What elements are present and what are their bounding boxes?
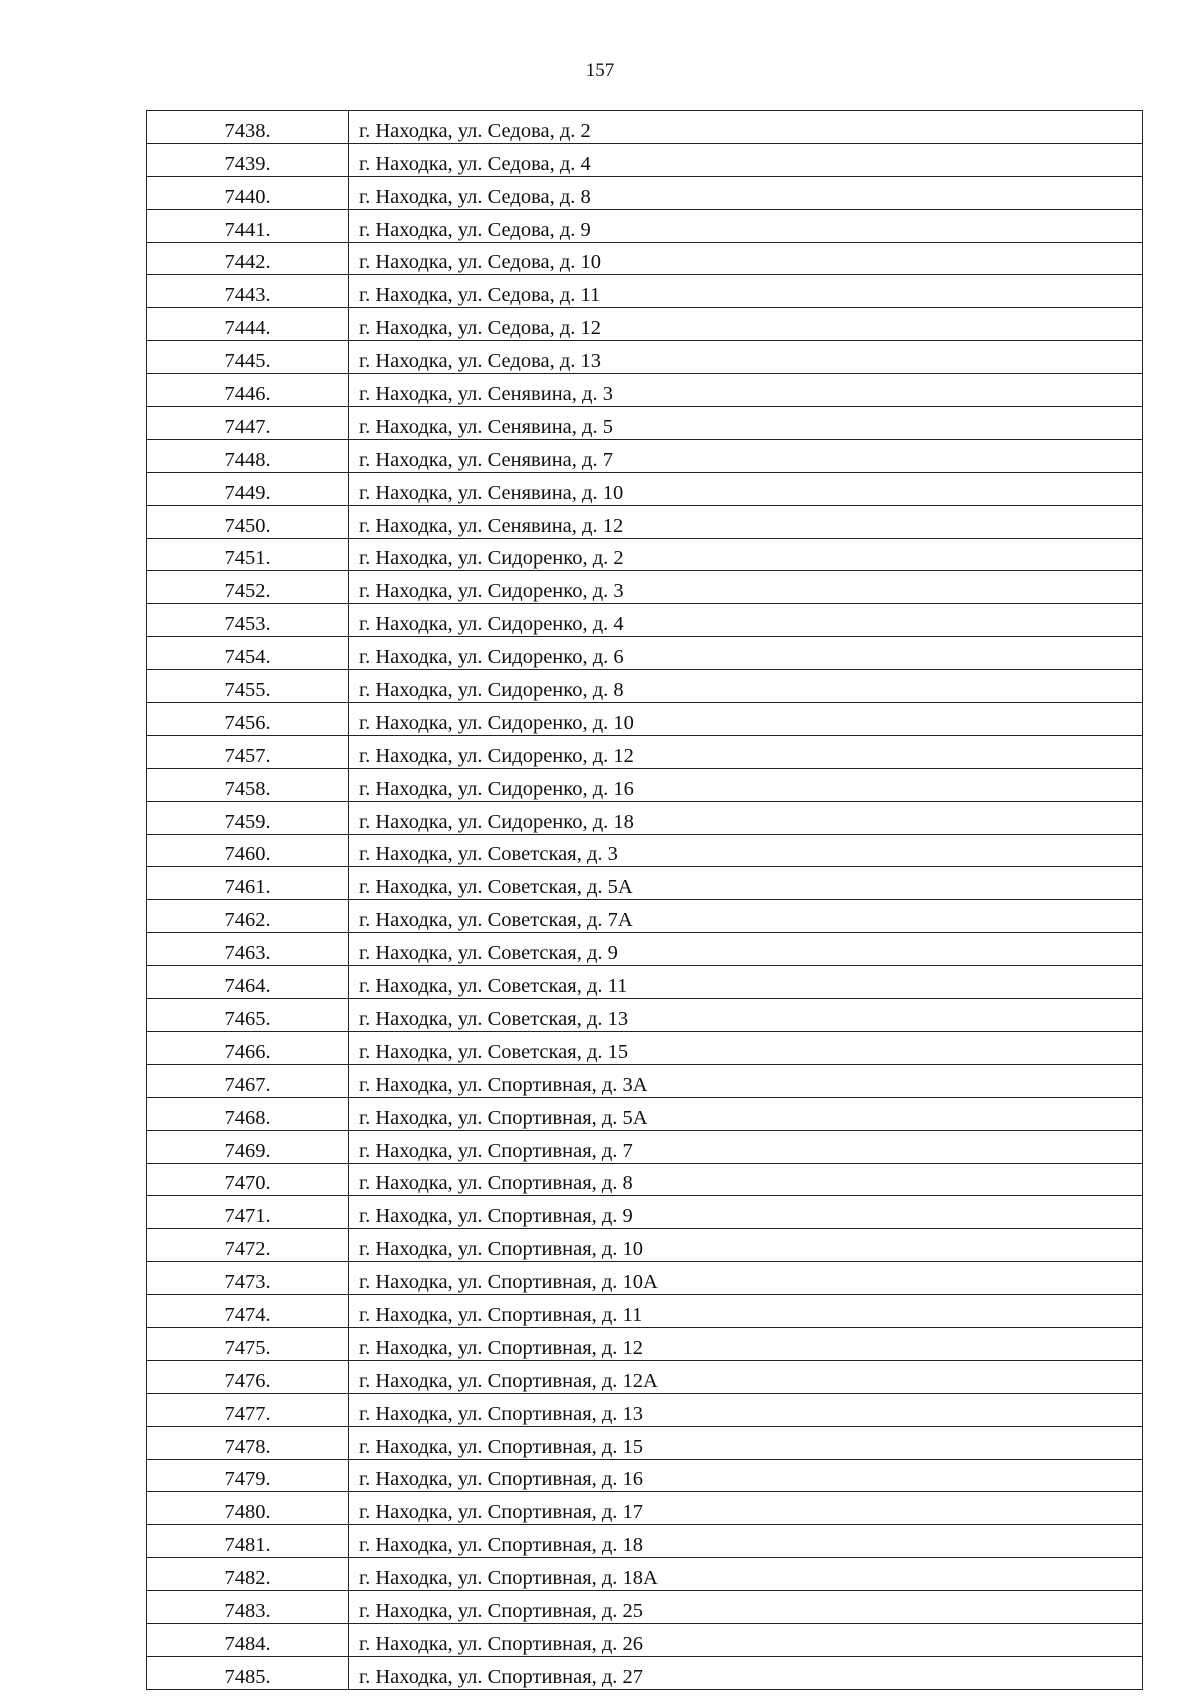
table-row (147, 637, 1143, 670)
table-row (147, 209, 1143, 242)
table-row (147, 571, 1143, 604)
row-number: 7476. (147, 1360, 349, 1393)
table-row (147, 472, 1143, 505)
row-address: г. Находка, ул. Седова, д. 13 (349, 341, 1143, 374)
row-address: г. Находка, ул. Спортивная, д. 16 (349, 1459, 1143, 1492)
row-address: г. Находка, ул. Седова, д. 11 (349, 275, 1143, 308)
row-address: г. Находка, ул. Седова, д. 2 (349, 111, 1143, 144)
row-number: 7471. (147, 1196, 349, 1229)
table-row (147, 1262, 1143, 1295)
row-address: г. Находка, ул. Сенявина, д. 5 (349, 407, 1143, 440)
row-number: 7472. (147, 1229, 349, 1262)
row-address: г. Находка, ул. Советская, д. 15 (349, 1031, 1143, 1064)
page-number: 157 (585, 60, 615, 81)
row-number: 7441. (147, 209, 349, 242)
row-number: 7475. (147, 1327, 349, 1360)
address-table (146, 110, 1143, 1690)
row-number: 7444. (147, 308, 349, 341)
row-number: 7459. (147, 801, 349, 834)
row-address: г. Находка, ул. Советская, д. 9 (349, 933, 1143, 966)
table-row (147, 242, 1143, 275)
row-address: г. Находка, ул. Спортивная, д. 17 (349, 1492, 1143, 1525)
table-row (147, 768, 1143, 801)
table-row (147, 735, 1143, 768)
row-address: г. Находка, ул. Спортивная, д. 12 (349, 1327, 1143, 1360)
row-address: г. Находка, ул. Седова, д. 4 (349, 143, 1143, 176)
table-row (147, 1097, 1143, 1130)
row-address: г. Находка, ул. Сенявина, д. 12 (349, 505, 1143, 538)
table-row (147, 1163, 1143, 1196)
table-row (147, 1591, 1143, 1624)
row-number: 7443. (147, 275, 349, 308)
row-address: г. Находка, ул. Сидоренко, д. 18 (349, 801, 1143, 834)
table-row (147, 275, 1143, 308)
table-row (147, 604, 1143, 637)
row-address: г. Находка, ул. Советская, д. 5А (349, 867, 1143, 900)
row-address: г. Находка, ул. Седова, д. 10 (349, 242, 1143, 275)
row-number: 7461. (147, 867, 349, 900)
row-number: 7451. (147, 538, 349, 571)
table-row (147, 834, 1143, 867)
row-address: г. Находка, ул. Седова, д. 8 (349, 176, 1143, 209)
row-number: 7448. (147, 439, 349, 472)
row-address: г. Находка, ул. Сидоренко, д. 4 (349, 604, 1143, 637)
row-address: г. Находка, ул. Сидоренко, д. 12 (349, 735, 1143, 768)
table-row (147, 867, 1143, 900)
row-address: г. Находка, ул. Сидоренко, д. 6 (349, 637, 1143, 670)
table-row (147, 505, 1143, 538)
row-address: г. Находка, ул. Сидоренко, д. 3 (349, 571, 1143, 604)
row-address: г. Находка, ул. Спортивная, д. 3А (349, 1064, 1143, 1097)
table-row (147, 1558, 1143, 1591)
table-row (147, 1492, 1143, 1525)
table-row (147, 1327, 1143, 1360)
row-number: 7439. (147, 143, 349, 176)
row-number: 7466. (147, 1031, 349, 1064)
row-address: г. Находка, ул. Спортивная, д. 8 (349, 1163, 1143, 1196)
row-number: 7453. (147, 604, 349, 637)
table-row (147, 1525, 1143, 1558)
row-address: г. Находка, ул. Спортивная, д. 10А (349, 1262, 1143, 1295)
row-number: 7478. (147, 1426, 349, 1459)
table-row (147, 933, 1143, 966)
table-row (147, 1623, 1143, 1656)
row-number: 7473. (147, 1262, 349, 1295)
row-address: г. Находка, ул. Советская, д. 13 (349, 999, 1143, 1032)
row-number: 7468. (147, 1097, 349, 1130)
row-number: 7484. (147, 1623, 349, 1656)
table-row (147, 703, 1143, 736)
table-row (147, 407, 1143, 440)
table-row (147, 341, 1143, 374)
row-address: г. Находка, ул. Сидоренко, д. 8 (349, 670, 1143, 703)
row-number: 7474. (147, 1295, 349, 1328)
table-row (147, 1360, 1143, 1393)
row-address: г. Находка, ул. Спортивная, д. 9 (349, 1196, 1143, 1229)
row-address: г. Находка, ул. Советская, д. 11 (349, 966, 1143, 999)
row-address: г. Находка, ул. Седова, д. 12 (349, 308, 1143, 341)
row-address: г. Находка, ул. Спортивная, д. 13 (349, 1393, 1143, 1426)
table-row (147, 1656, 1143, 1689)
row-number: 7483. (147, 1591, 349, 1624)
row-address: г. Находка, ул. Советская, д. 7А (349, 900, 1143, 933)
row-number: 7460. (147, 834, 349, 867)
row-number: 7456. (147, 703, 349, 736)
table-row (147, 111, 1143, 144)
table-row (147, 966, 1143, 999)
row-number: 7482. (147, 1558, 349, 1591)
row-number: 7452. (147, 571, 349, 604)
table-row (147, 1426, 1143, 1459)
row-number: 7455. (147, 670, 349, 703)
table-row (147, 1295, 1143, 1328)
table-row (147, 538, 1143, 571)
row-number: 7462. (147, 900, 349, 933)
row-number: 7465. (147, 999, 349, 1032)
row-address: г. Находка, ул. Спортивная, д. 10 (349, 1229, 1143, 1262)
row-address: г. Находка, ул. Сенявина, д. 3 (349, 374, 1143, 407)
row-number: 7464. (147, 966, 349, 999)
row-address: г. Находка, ул. Седова, д. 9 (349, 209, 1143, 242)
row-number: 7458. (147, 768, 349, 801)
row-number: 7457. (147, 735, 349, 768)
table-row (147, 1229, 1143, 1262)
row-address: г. Находка, ул. Спортивная, д. 27 (349, 1656, 1143, 1689)
row-number: 7467. (147, 1064, 349, 1097)
table-row (147, 1196, 1143, 1229)
table-row (147, 176, 1143, 209)
row-address: г. Находка, ул. Спортивная, д. 5А (349, 1097, 1143, 1130)
row-address: г. Находка, ул. Спортивная, д. 25 (349, 1591, 1143, 1624)
row-address: г. Находка, ул. Спортивная, д. 18 (349, 1525, 1143, 1558)
row-address: г. Находка, ул. Сенявина, д. 10 (349, 472, 1143, 505)
table-row (147, 1459, 1143, 1492)
row-address: г. Находка, ул. Сидоренко, д. 2 (349, 538, 1143, 571)
row-number: 7485. (147, 1656, 349, 1689)
row-address: г. Находка, ул. Спортивная, д. 15 (349, 1426, 1143, 1459)
row-number: 7477. (147, 1393, 349, 1426)
row-number: 7445. (147, 341, 349, 374)
table-row (147, 308, 1143, 341)
row-address: г. Находка, ул. Спортивная, д. 12А (349, 1360, 1143, 1393)
table-row (147, 801, 1143, 834)
row-address: г. Находка, ул. Спортивная, д. 18А (349, 1558, 1143, 1591)
row-address: г. Находка, ул. Сидоренко, д. 16 (349, 768, 1143, 801)
row-number: 7469. (147, 1130, 349, 1163)
row-address: г. Находка, ул. Сенявина, д. 7 (349, 439, 1143, 472)
table-row (147, 1031, 1143, 1064)
table-row (147, 1064, 1143, 1097)
row-number: 7440. (147, 176, 349, 209)
table-row (147, 900, 1143, 933)
row-address: г. Находка, ул. Спортивная, д. 26 (349, 1623, 1143, 1656)
table-row (147, 439, 1143, 472)
table-row (147, 1130, 1143, 1163)
row-number: 7481. (147, 1525, 349, 1558)
table-row (147, 999, 1143, 1032)
row-number: 7447. (147, 407, 349, 440)
table-row (147, 670, 1143, 703)
row-address: г. Находка, ул. Советская, д. 3 (349, 834, 1143, 867)
row-number: 7449. (147, 472, 349, 505)
row-number: 7479. (147, 1459, 349, 1492)
row-number: 7480. (147, 1492, 349, 1525)
row-number: 7450. (147, 505, 349, 538)
row-address: г. Находка, ул. Спортивная, д. 11 (349, 1295, 1143, 1328)
row-number: 7438. (147, 111, 349, 144)
row-number: 7470. (147, 1163, 349, 1196)
table-row (147, 143, 1143, 176)
row-address: г. Находка, ул. Сидоренко, д. 10 (349, 703, 1143, 736)
row-address: г. Находка, ул. Спортивная, д. 7 (349, 1130, 1143, 1163)
address-table-body (147, 111, 1143, 1690)
row-number: 7446. (147, 374, 349, 407)
table-row (147, 374, 1143, 407)
row-number: 7454. (147, 637, 349, 670)
row-number: 7442. (147, 242, 349, 275)
row-number: 7463. (147, 933, 349, 966)
table-row (147, 1393, 1143, 1426)
